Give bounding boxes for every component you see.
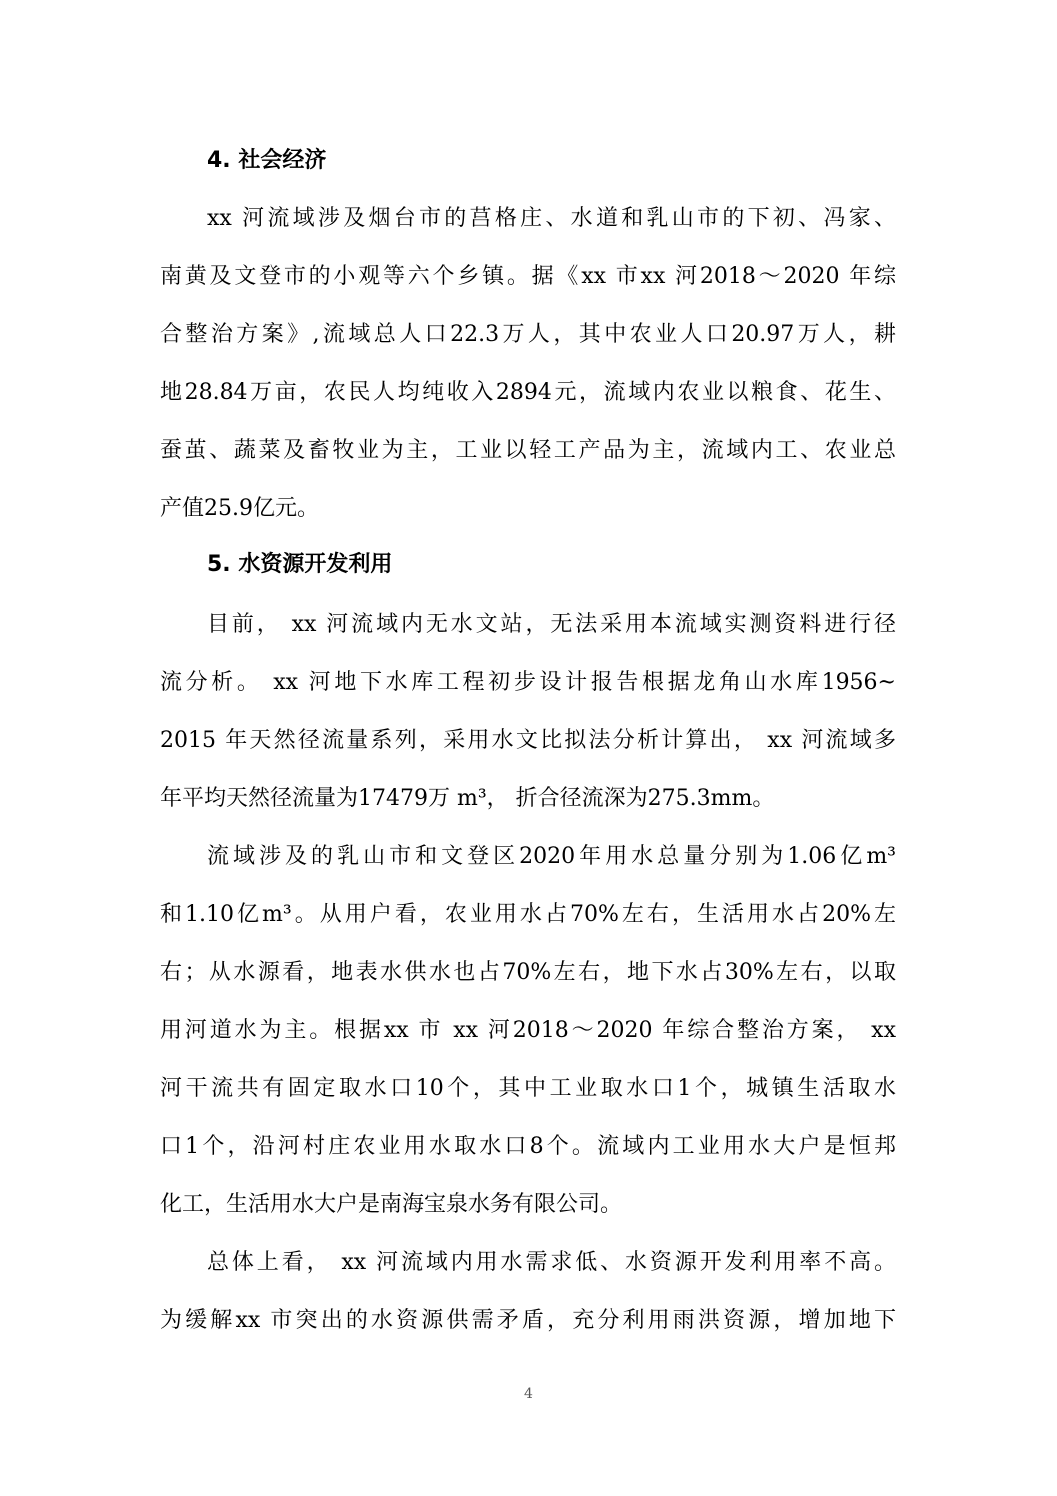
paragraph-line: 目前， xx 河流域内无水文站，无法采用本流域实测资料进行径 (207, 612, 896, 637)
section-5-heading: 5. 水资源开发利用 (207, 552, 393, 577)
paragraph-line: xx 河流域涉及烟台市的莒格庄、水道和乳山市的下初、冯家、 (207, 206, 896, 231)
paragraph-line: 右；从水源看，地表水供水也占70%左右，地下水占30%左右，以取 (160, 960, 896, 985)
paragraph-line: 为缓解xx 市突出的水资源供需矛盾，充分利用雨洪资源，增加地下 (160, 1308, 896, 1333)
paragraph-line: 流分析。 xx 河地下水库工程初步设计报告根据龙角山水库1956~ (160, 670, 896, 695)
paragraph-line: 南黄及文登市的小观等六个乡镇。据《xx 市xx 河2018～2020 年综 (160, 264, 896, 289)
paragraph-line: 口1个，沿河村庄农业用水取水口8个。流域内工业用水大户是恒邦 (160, 1134, 896, 1159)
paragraph-line: 年平均天然径流量为17479万 m³， 折合径流深为275.3mm。 (160, 786, 775, 811)
paragraph-line: 和1.10亿m³。从用户看，农业用水占70%左右，生活用水占20%左 (160, 902, 896, 927)
paragraph-line: 地28.84万亩，农民人均纯收入2894元，流域内农业以粮食、花生、 (160, 380, 896, 405)
paragraph-line: 2015 年天然径流量系列，采用水文比拟法分析计算出， xx 河流域多 (160, 728, 896, 753)
paragraph-line: 产值25.9亿元。 (160, 496, 319, 521)
page-number: 4 (524, 1386, 533, 1402)
paragraph-line: 用河道水为主。根据xx 市 xx 河2018～2020 年综合整治方案， xx (160, 1018, 896, 1043)
paragraph-line: 总体上看， xx 河流域内用水需求低、水资源开发利用率不高。 (207, 1250, 896, 1275)
paragraph-line: 蚕茧、蔬菜及畜牧业为主，工业以轻工产品为主，流域内工、农业总 (160, 438, 896, 463)
paragraph-line: 化工，生活用水大户是南海宝泉水务有限公司。 (160, 1192, 623, 1217)
section-4-heading: 4. 社会经济 (207, 148, 327, 173)
paragraph-line: 合整治方案》,流域总人口22.3万人，其中农业人口20.97万人，耕 (160, 322, 896, 347)
paragraph-line: 流域涉及的乳山市和文登区2020年用水总量分别为1.06亿m³ (207, 844, 896, 869)
paragraph-line: 河干流共有固定取水口10个，其中工业取水口1个，城镇生活取水 (160, 1076, 896, 1101)
